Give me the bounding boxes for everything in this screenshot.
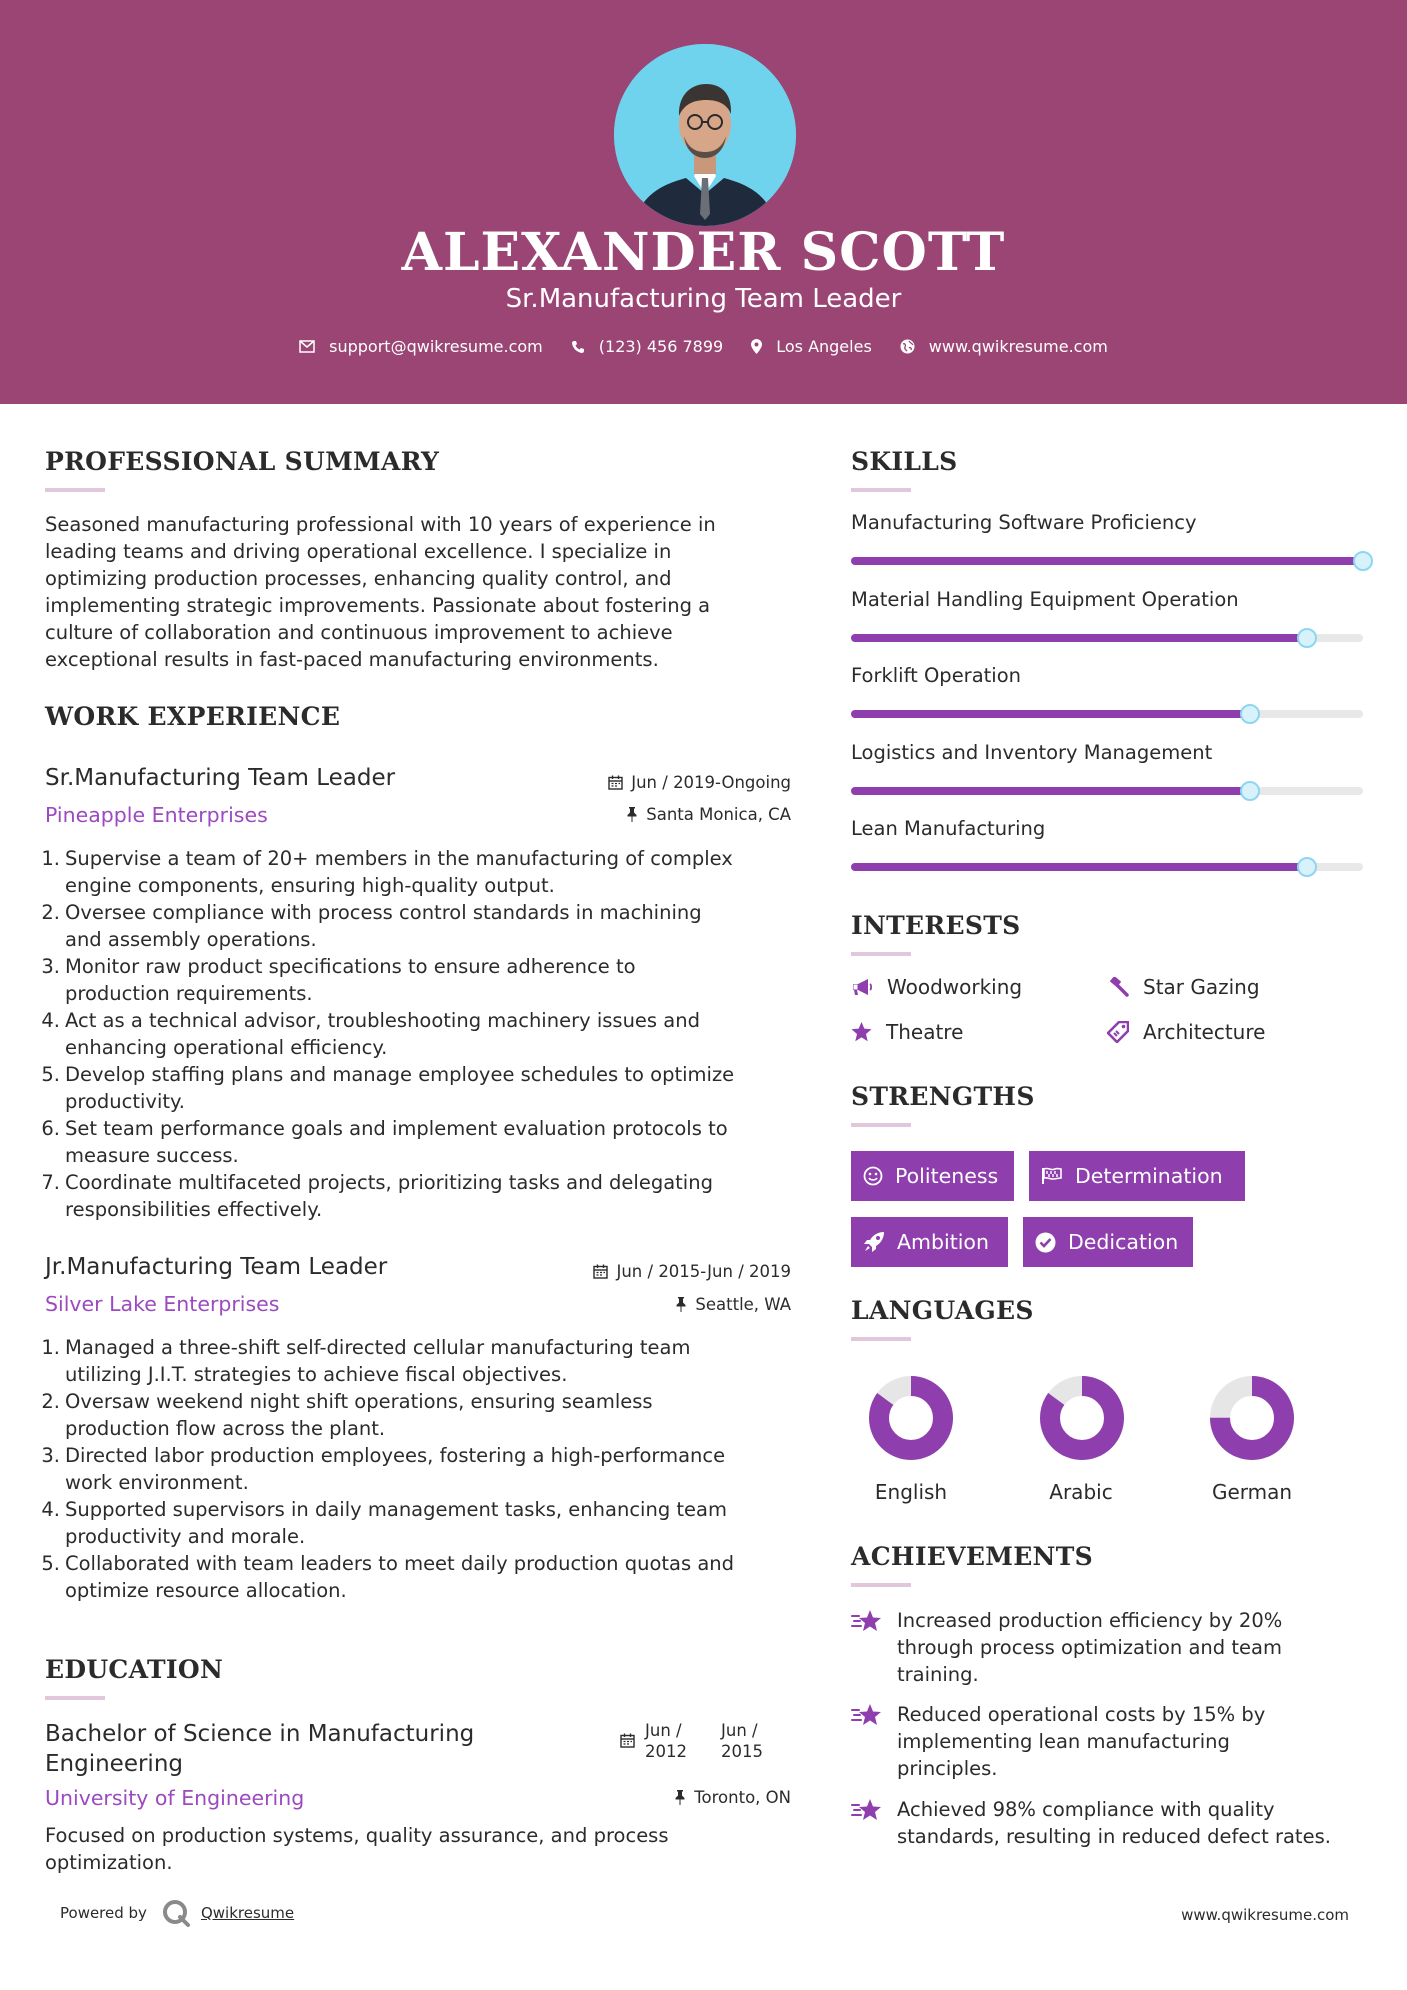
contact-location bbox=[751, 337, 872, 356]
list-item: 2. Oversee compliance with process control standards in machining and assembly operations. bbox=[41, 901, 702, 951]
languages-donuts bbox=[851, 1370, 1311, 1480]
list-item: 3. Directed labor production employees, fostering a high-performance work environment. bbox=[41, 1444, 726, 1494]
map-pin-icon bbox=[751, 339, 762, 354]
phone-icon bbox=[571, 340, 585, 354]
education-description: Focused on production systems, quality assurance, and process optimization. bbox=[45, 1824, 669, 1874]
achievement-item bbox=[851, 1607, 1282, 1688]
contact-location-text: Los Angeles bbox=[776, 337, 872, 356]
list-item: 4. Supported supervisors in daily management tasks, enhancing team productivity and morale. bbox=[41, 1498, 727, 1548]
summary-line: implementing strategic improvements. Passionate about fostering a bbox=[45, 594, 711, 617]
skill-bar-knob bbox=[1353, 551, 1373, 571]
skill-bar-fill bbox=[851, 710, 1250, 718]
education-heading-rule bbox=[45, 1696, 105, 1700]
list-item: 1. Supervise a team of 20+ members in the manufacturing of complex engine components, ensuring high-quality output. bbox=[41, 847, 733, 897]
degree-line: Bachelor of Science in Manufacturing bbox=[45, 1721, 475, 1747]
list-item: 2. Oversaw weekend night shift operations, ensuring seamless production flow across the plant. bbox=[41, 1390, 653, 1440]
job-title: Sr.Manufacturing Team Leader bbox=[45, 765, 396, 791]
achievement-item bbox=[851, 1796, 1331, 1850]
list-item: 7. Coordinate multifaceted projects, prioritizing tasks and delegating responsibilities effectively. bbox=[41, 1171, 713, 1221]
job-dates bbox=[608, 773, 791, 792]
skill-bar-fill bbox=[851, 557, 1363, 565]
interest-label: Architecture bbox=[1143, 1020, 1266, 1044]
contact-website[interactable] bbox=[900, 337, 1108, 356]
resume-header bbox=[0, 0, 1407, 404]
list-item: 4. Act as a technical advisor, troubleshooting machinery issues and enhancing operational efficiency. bbox=[41, 1009, 700, 1059]
achievements-heading: ACHIEVEMENTS bbox=[851, 1542, 1093, 1571]
contact-email[interactable] bbox=[299, 337, 543, 356]
interest-item bbox=[851, 975, 1022, 999]
job-duties-list bbox=[40, 1334, 734, 1604]
summary-line: culture of collaboration and continuous improvement to achieve bbox=[45, 621, 673, 644]
skills-heading: SKILLS bbox=[851, 447, 958, 476]
skill-bar bbox=[851, 787, 1363, 795]
flag-icon bbox=[1041, 1167, 1063, 1185]
summary-text bbox=[45, 511, 716, 673]
summary-heading-rule bbox=[45, 488, 105, 492]
degree-title bbox=[45, 1719, 474, 1779]
job-location-text: Seattle, WA bbox=[695, 1295, 791, 1314]
skill-name: Forklift Operation bbox=[851, 664, 1022, 687]
summary-line: Seasoned manufacturing professional with 10 years of experience in bbox=[45, 513, 716, 536]
job-dates-text: Jun / 2019-Ongoing bbox=[631, 773, 791, 792]
list-item: 6. Set team performance goals and implement evaluation protocols to measure success. bbox=[41, 1117, 728, 1167]
education-end: Jun / 2015 bbox=[721, 1721, 763, 1761]
education-location bbox=[674, 1788, 791, 1807]
skill-name: Logistics and Inventory Management bbox=[851, 740, 1213, 764]
interest-item bbox=[851, 1020, 963, 1044]
candidate-name: ALEXANDER SCOTT bbox=[401, 222, 1006, 283]
summary-line: exceptional results in fast-paced manufacturing environments. bbox=[45, 648, 659, 671]
skill-bar-knob bbox=[1297, 857, 1317, 877]
skill-bar bbox=[851, 710, 1363, 718]
degree-line: Engineering bbox=[45, 1751, 183, 1777]
globe-icon bbox=[900, 339, 915, 354]
education-location-text: Toronto, ON bbox=[694, 1788, 791, 1807]
skill-name: Manufacturing Software Proficiency bbox=[851, 511, 1197, 534]
strength-label: Ambition bbox=[897, 1230, 989, 1254]
interest-item bbox=[1107, 1020, 1265, 1044]
list-item: 1. Managed a three-shift self-directed cellular manufacturing team utilizing J.I.T. strategies to achieve fiscal objectives. bbox=[41, 1336, 691, 1386]
education-heading: EDUCATION bbox=[45, 1655, 224, 1684]
powered-by-label: Powered by bbox=[60, 1904, 147, 1922]
education-school: University of Engineering bbox=[45, 1786, 305, 1810]
calendar-icon bbox=[593, 1264, 608, 1279]
skill-name: Material Handling Equipment Operation bbox=[851, 587, 1239, 611]
interest-label: Theatre bbox=[886, 1020, 964, 1044]
achievements-heading-rule bbox=[851, 1583, 911, 1587]
pushpin-icon bbox=[626, 807, 638, 822]
achievement-star-icon bbox=[851, 1609, 883, 1635]
education-dates bbox=[620, 1720, 763, 1762]
achievement-text: Reduced operational costs by 15% by implementing lean manufacturing principles. bbox=[897, 1703, 1266, 1780]
summary-line: optimizing production processes, enhancing quality control, and bbox=[45, 567, 672, 590]
contact-website-text: www.qwikresume.com bbox=[928, 337, 1108, 356]
skill-bar-fill bbox=[851, 634, 1307, 642]
contact-phone-text: (123) 456 7899 bbox=[598, 337, 724, 356]
skill-name: Lean Manufacturing bbox=[851, 817, 1046, 840]
contact-phone[interactable] bbox=[571, 337, 723, 356]
job-location-text: Santa Monica, CA bbox=[646, 805, 791, 824]
education-start: Jun / 2012 bbox=[645, 1721, 687, 1761]
job-dates bbox=[593, 1262, 791, 1281]
skill-bar bbox=[851, 557, 1363, 565]
strength-chip bbox=[1029, 1151, 1245, 1201]
strength-label: Politeness bbox=[895, 1164, 999, 1188]
list-item: 5. Collaborated with team leaders to meet daily production quotas and optimize resource allocation. bbox=[41, 1552, 735, 1602]
list-item: 5. Develop staffing plans and manage employee schedules to optimize productivity. bbox=[41, 1063, 735, 1113]
interest-label: Star Gazing bbox=[1143, 975, 1260, 999]
achievement-text: Increased production efficiency by 20% through process optimization and team training. bbox=[897, 1609, 1283, 1686]
smile-icon bbox=[863, 1166, 883, 1186]
candidate-title: Sr.Manufacturing Team Leader bbox=[505, 284, 902, 314]
achievement-star-icon bbox=[851, 1798, 883, 1824]
skill-bar-knob bbox=[1297, 628, 1317, 648]
strength-label: Determination bbox=[1075, 1164, 1223, 1188]
footer-powered-by bbox=[60, 1898, 294, 1928]
megaphone-icon bbox=[851, 978, 873, 996]
strength-chip bbox=[1023, 1217, 1193, 1267]
interests-heading-rule bbox=[851, 952, 911, 956]
summary-line: leading teams and driving operational excellence. I specialize in bbox=[45, 540, 672, 563]
star-icon bbox=[851, 1022, 872, 1042]
skill-bar-fill bbox=[851, 863, 1307, 871]
envelope-icon bbox=[299, 340, 315, 353]
profile-photo bbox=[614, 44, 796, 226]
achievement-item bbox=[851, 1701, 1265, 1782]
language-label: Arabic bbox=[1049, 1480, 1113, 1504]
job-duties-list bbox=[40, 845, 734, 1223]
job-title: Jr.Manufacturing Team Leader bbox=[45, 1254, 388, 1280]
strength-label: Dedication bbox=[1068, 1230, 1179, 1254]
rocket-icon bbox=[863, 1231, 885, 1253]
summary-heading: PROFESSIONAL SUMMARY bbox=[45, 447, 440, 476]
calendar-icon bbox=[620, 1733, 635, 1748]
language-label: English bbox=[874, 1480, 948, 1504]
qwikresume-logo-icon bbox=[161, 1898, 191, 1928]
pushpin-icon bbox=[675, 1297, 687, 1312]
languages-heading: LANGUAGES bbox=[851, 1296, 1034, 1325]
gavel-icon bbox=[1107, 977, 1129, 997]
interests-heading: INTERESTS bbox=[851, 911, 1021, 940]
interest-label: Woodworking bbox=[887, 975, 1023, 999]
strengths-heading-rule bbox=[851, 1123, 911, 1127]
qwikresume-link[interactable]: Qwikresume bbox=[200, 1904, 295, 1922]
list-item: 3. Monitor raw product specifications to ensure adherence to production requirements. bbox=[41, 955, 636, 1005]
language-label: German bbox=[1211, 1480, 1293, 1504]
skill-bar-knob bbox=[1240, 781, 1260, 801]
skill-bar-fill bbox=[851, 787, 1250, 795]
strengths-heading: STRENGTHS bbox=[851, 1082, 1035, 1111]
experience-heading: WORK EXPERIENCE bbox=[45, 702, 341, 731]
job-location bbox=[675, 1295, 791, 1314]
tag-icon bbox=[1107, 1021, 1129, 1043]
interest-item bbox=[1107, 975, 1260, 999]
strength-chip bbox=[851, 1151, 1014, 1201]
job-company: Silver Lake Enterprises bbox=[45, 1292, 280, 1316]
skill-bar-knob bbox=[1240, 704, 1260, 724]
footer-website[interactable]: www.qwikresume.com bbox=[1181, 1906, 1349, 1924]
check-circle-icon bbox=[1035, 1232, 1056, 1253]
job-location bbox=[626, 805, 791, 824]
skill-bar bbox=[851, 863, 1363, 871]
skill-bar bbox=[851, 634, 1363, 642]
job-company: Pineapple Enterprises bbox=[45, 803, 268, 827]
calendar-icon bbox=[608, 775, 623, 790]
pushpin-icon bbox=[674, 1790, 686, 1805]
strength-chip bbox=[851, 1217, 1008, 1267]
skills-heading-rule bbox=[851, 488, 911, 492]
achievement-text: Achieved 98% compliance with quality standards, resulting in reduced defect rates. bbox=[897, 1798, 1331, 1848]
languages-heading-rule bbox=[851, 1337, 911, 1341]
job-dates-text: Jun / 2015-Jun / 2019 bbox=[616, 1262, 791, 1281]
achievement-star-icon bbox=[851, 1703, 883, 1729]
contact-email-text: support@qwikresume.com bbox=[329, 337, 543, 356]
contact-bar bbox=[0, 337, 1407, 356]
